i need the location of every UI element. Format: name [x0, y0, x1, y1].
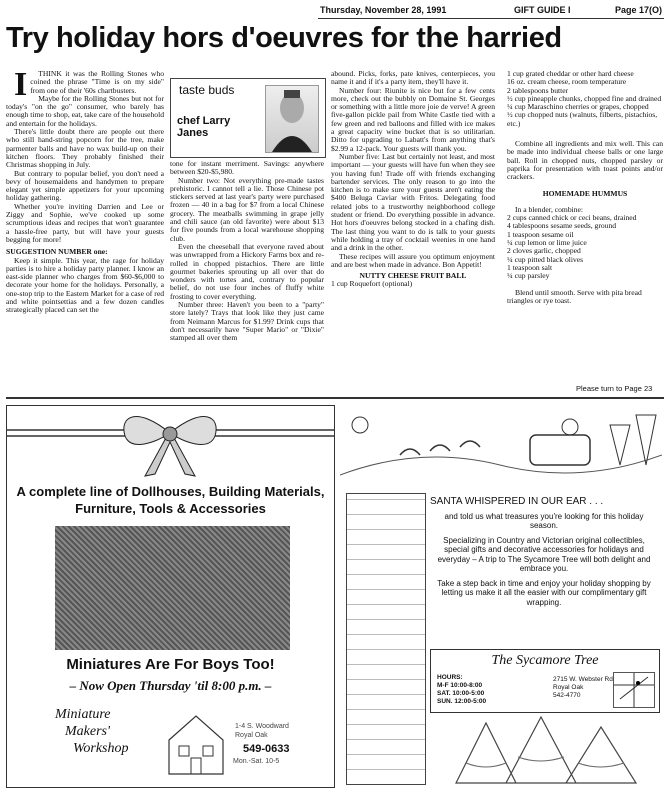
paragraph: Even the cheeseball that everyone raved about was unwrapped from a Hickory Farms box and re-rolled in chopped pistachios. There are little gourmet bakeries sprouting up all over that do wonders with tortes and, contrary to popular belief, do not use four inches of fluffy white frosting to cover everything. — [170, 241, 324, 301]
recipe-title: NUTTY CHEESE FRUIT BALL — [359, 271, 467, 281]
header-page: Page 17(O) — [614, 5, 662, 15]
store-hours — [437, 674, 486, 706]
recipe-title: HOMEMADE HUMMUS — [542, 188, 628, 198]
victorian-house-illustration — [346, 493, 426, 785]
hours-line: SAT. 10:00-5:00 — [437, 690, 485, 697]
sycamore-tree-ad — [340, 405, 662, 786]
header-section: GIFT GUIDE I — [514, 5, 571, 15]
continued-line: Please turn to Page 23 — [576, 384, 653, 393]
paragraph: Number five: Last but certainly not least, and most important — your guests will have fun when they see you having fun! Trade off with friends exchanging bartender services. The only reason to go into the kitchen is to make sure your guests aren't eating the $400 Beluga Caviar with Fritos. Delegating food related jobs to a trustworthy neighborhood college student or friend. Do everything possible in advance. Hot hors d'oeuvres belong stocked in a chafing dish. The last thing you want to do is talk to your guests while holding a tray of cocktail weenies in one hand and a drink in the other. — [331, 151, 495, 253]
page-header — [318, 4, 664, 19]
ad-copy — [430, 497, 658, 647]
ad-paragraph: and told us what treasures you're looking for this holiday season. — [444, 511, 644, 530]
ingredient: 2 cups canned chick or ceci beans, drained — [507, 213, 637, 223]
ingredient: 1 cup Roquefort (optional) — [331, 279, 413, 289]
house-icon — [165, 712, 227, 776]
headline: Try holiday hors d'oeuvres for the harried — [6, 22, 562, 54]
byline: chef Larry Janes — [177, 115, 231, 139]
ingredient: 2 tablespoons butter — [507, 85, 569, 95]
recipe-method: Blend until smooth. Serve with pita bread triangles or rye toast. — [507, 287, 642, 305]
ingredient: ¼ cup Maraschino cherries or grapes, chopped — [507, 102, 649, 112]
ingredient: ½ cup chopped nuts (walnuts, filberts, pistachios, etc.) — [507, 110, 658, 128]
ingredient: 2 cloves garlic, chopped — [507, 246, 581, 256]
paragraph: But contrary to popular belief, you don't need a bevy of housemaidens and handymen to prepare elegant yet simple appetizers for your upcoming holiday gathering. — [6, 168, 164, 203]
article-column-4 — [507, 70, 663, 305]
ad-paragraph: Specializing in Country and Victorian original collectibles, special gifts and decorative accessories for holidays and everyday – A trip to The Sycamore Tree will both delight and embrace you. — [437, 535, 651, 573]
hours-line: M-F 10:00-8:00 — [437, 682, 483, 689]
ad-tagline: Furniture, Tools & Accessories — [75, 501, 266, 516]
ingredient: 1 cup grated cheddar or other hard cheese — [507, 69, 634, 78]
address-line: Royal Oak — [553, 684, 584, 691]
ingredient: ¼ cup pitted black olives — [507, 254, 584, 264]
ingredient: ¼ cup lemon or lime juice — [507, 238, 587, 248]
boy-with-dollhouse-photo — [55, 526, 290, 650]
recipe-intro: In a blender, combine: — [515, 204, 584, 214]
paragraph: Number four: Riunite is nice but for a few cents more, check out the bubbly on Domaine St. Georges or something with a little more joie de verve! A green five-gallon pickle pail from White Castle tied with a few green and red balloons and filled with ice makes a great capacity wine bucket that is so utilitarian. Ditto for upgrading to Labatt's from anything that's $2.99 a 12-pack. Your guests will thank you. — [331, 85, 495, 153]
ad-hours-line: – Now Open Thursday 'til 8:00 p.m. – — [69, 678, 272, 693]
paragraph: There's little doubt there are people out there who still hand-string popcorn for the tree, make parmenter balls and have no wax build-up on their kitchen floors. They probably finished their Christmas shopping in July. — [6, 127, 164, 170]
paragraph: Number two: Not everything pre-made tastes prehistoric. I cannot tell a lie. Those Chinese pot stickers served at last year's party were purchased frozen — 40 in a bag for $7 from a local Chinese grocery. The meatballs swimming in grape jelly and chili sauce (an old favorite) were about $13 for five pounds from a local warehouse shopping club. — [170, 175, 324, 243]
article-column-1 — [6, 66, 164, 315]
ingredient: 1 teaspoon salt — [507, 262, 553, 272]
paragraph: Maybe for the Rolling Stones but not for today's "on the go" consumer, who barely has enough time to shop, eat, take care of the household and entertain for the holidays. — [6, 93, 164, 128]
column-logo-box — [170, 78, 326, 158]
article-column-3 — [331, 70, 495, 289]
paragraph: Keep it simple. This year, the rage for holiday parties is to hire a holiday party planner. I know an east-side planner who charges from $60-$6,000 to decorate your home for the holidays. Personally, a one-stop trip to the Eastern Market for a case of red and white pointsettias and a few dozen candles strategically placed can set the — [6, 255, 164, 315]
author-photo — [265, 85, 319, 153]
logo-text: Miniature — [55, 707, 111, 722]
paragraph: THINK it was the Rolling Stones who coined the phrase "Time is on my side" from one of their '60s chartbusters. — [30, 69, 164, 95]
logo-text: Makers' — [65, 724, 110, 739]
hours-label: HOURS: — [437, 674, 463, 681]
map-icon — [613, 672, 655, 708]
ad-slogan: Miniatures Are For Boys Too! — [66, 656, 275, 673]
workshop-logo — [55, 706, 175, 776]
ad-heading: SANTA WHISPERED IN OUR EAR . . . — [430, 496, 604, 507]
christmas-tree-illustration-icon — [426, 713, 662, 786]
store-name: The Sycamore Tree — [491, 653, 599, 668]
drop-cap: I — [14, 66, 28, 103]
ingredient: 1 teaspoon sesame oil — [507, 229, 574, 239]
ingredient: ½ cup pineapple chunks, chopped fine and drained — [507, 93, 662, 103]
paragraph: abound. Picks, forks, pate knives, centerpieces, you name it and if it's a party item, they'll have it. — [331, 69, 495, 87]
subhead: SUGGESTION NUMBER one: — [6, 247, 108, 257]
paragraph: tone for instant merriment. Savings: anywhere between $20-$5,980. — [170, 159, 324, 177]
santa-sleigh-illustration-icon — [340, 405, 662, 495]
ad-phone: 549-0633 — [243, 743, 290, 755]
paragraph: Whether you're inviting Darrien and Lee or Ziggy and Sophie, we've cooked up some scrumptious ideas and recipes that won't guarantee a hassle-free party, but will have your guests begging for more! — [6, 201, 164, 244]
address-line: 542-4770 — [553, 692, 581, 699]
ad-tagline: A complete line of Dollhouses, Building Materials, — [16, 484, 325, 499]
header-date: Thursday, November 28, 1991 — [320, 5, 447, 15]
paragraph: These recipes will assure you optimum enjoyment and are best when made in advance. Bon Appetit! — [331, 251, 495, 269]
bow-ribbon-icon — [7, 406, 334, 482]
ingredient: 16 oz. cream cheese, room temperature — [507, 77, 627, 87]
store-info-box — [430, 649, 660, 713]
store-address — [553, 676, 615, 700]
section-divider — [6, 397, 664, 399]
ad-paragraph: Take a step back in time and enjoy your holiday shopping by letting us make it all the easier with our complimentary gift wrapping. — [437, 578, 651, 607]
column-tag: taste buds — [179, 83, 235, 97]
address-line: 2715 W. Webster Rd. — [553, 676, 615, 683]
hours-line: SUN. 12:00-5:00 — [437, 698, 487, 705]
ad-open-days: Mon.-Sat. 10-5 — [233, 758, 280, 765]
article-column-2 — [170, 160, 324, 343]
workshop-ad — [6, 405, 335, 788]
ad-address: 1-4 S. Woodward Royal Oak — [235, 723, 289, 739]
paragraph: Number three: Haven't you been to a "party" store lately? Trays that look like they just came from Neimann Marcus for $1.99? Drink cups that don't necessarily have "Super Mario" or "Dixie" stamped all over them — [170, 300, 324, 343]
ingredient: ¼ cup parsley — [507, 271, 550, 281]
ingredient: 4 tablespoons sesame seeds, ground — [507, 221, 617, 231]
logo-text: Workshop — [73, 741, 129, 756]
recipe-method: Combine all ingredients and mix well. This can be made into individual cheese balls or one large ball. Roll in chopped nuts, chopped parsley or paprika for presentation with toast points and/or crackers. — [507, 139, 663, 182]
